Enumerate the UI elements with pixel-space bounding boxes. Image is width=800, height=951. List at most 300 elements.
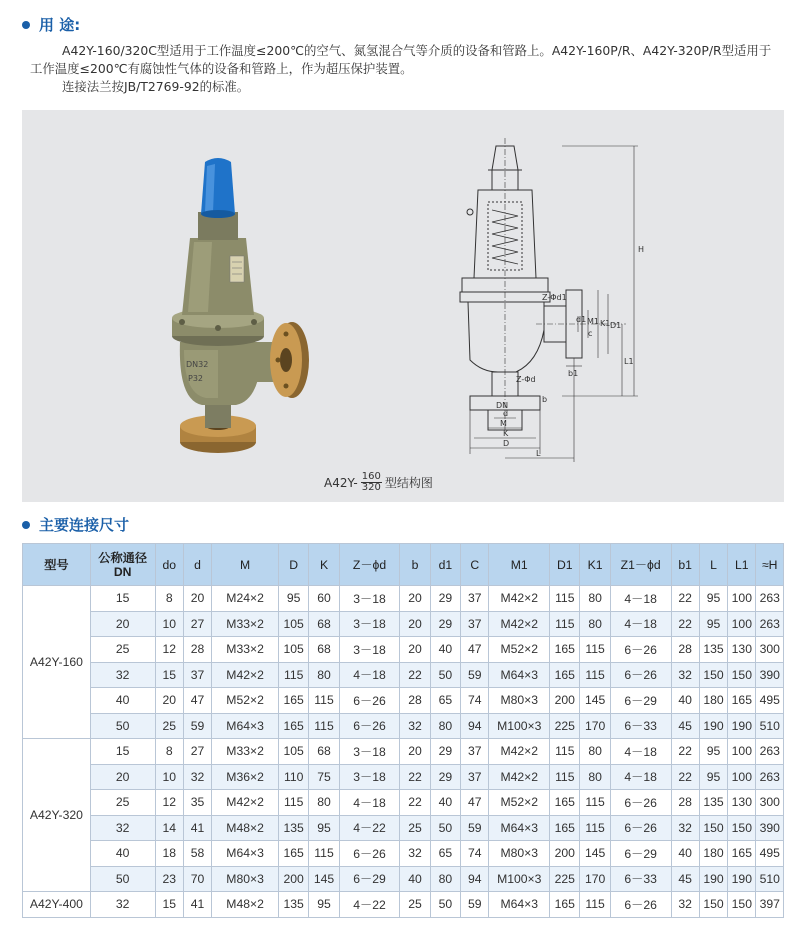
table-cell: 3－18: [339, 586, 400, 612]
table-cell: 50: [90, 713, 155, 739]
table-cell: M80×3: [212, 866, 279, 892]
table-cell: 10: [155, 764, 183, 790]
table-cell: M42×2: [212, 662, 279, 688]
table-cell: 80: [580, 764, 610, 790]
svg-text:L1: L1: [624, 357, 634, 366]
col-header: Z－ϕd: [339, 544, 400, 586]
table-cell: 6－26: [610, 662, 671, 688]
table-cell: 37: [183, 662, 211, 688]
table-cell: M64×3: [489, 662, 550, 688]
col-header: C: [461, 544, 489, 586]
table-cell: 165: [550, 637, 580, 663]
table-cell: 170: [580, 713, 610, 739]
table-cell: 165: [279, 688, 309, 714]
table-cell: 263: [756, 739, 784, 765]
table-cell: 263: [756, 764, 784, 790]
svg-text:Z-Φd: Z-Φd: [516, 375, 536, 384]
table-cell: 68: [309, 611, 339, 637]
table-cell: 4－18: [610, 739, 671, 765]
svg-text:P32: P32: [188, 374, 204, 383]
bullet-icon: [22, 521, 30, 529]
table-cell: 145: [580, 841, 610, 867]
svg-text:K1: K1: [600, 319, 611, 328]
table-cell: 135: [699, 637, 727, 663]
model-cell: A42Y-320: [23, 739, 91, 892]
table-cell: 29: [430, 586, 460, 612]
table-cell: 29: [430, 764, 460, 790]
table-row: [23, 764, 784, 790]
figure-caption: [324, 472, 433, 493]
table-header-row: [23, 544, 784, 586]
table-cell: 40: [90, 841, 155, 867]
table-cell: 6－26: [339, 841, 400, 867]
table-cell: 3－18: [339, 611, 400, 637]
table-cell: 145: [309, 866, 339, 892]
usage-text: [30, 42, 790, 96]
table-cell: M48×2: [212, 815, 279, 841]
table-cell: 35: [183, 790, 211, 816]
table-cell: 12: [155, 790, 183, 816]
table-cell: 390: [756, 815, 784, 841]
table-cell: 170: [580, 866, 610, 892]
table-cell: 495: [756, 688, 784, 714]
table-cell: 4－18: [610, 586, 671, 612]
svg-text:c: c: [588, 329, 593, 338]
table-cell: 6－26: [610, 892, 671, 918]
table-cell: 58: [183, 841, 211, 867]
col-header: M: [212, 544, 279, 586]
col-header: D1: [550, 544, 580, 586]
table-heading: [22, 514, 129, 535]
table-cell: 22: [671, 739, 699, 765]
table-cell: 165: [279, 713, 309, 739]
table-cell: 6－26: [339, 688, 400, 714]
svg-text:b: b: [542, 395, 548, 404]
table-cell: 180: [699, 841, 727, 867]
table-cell: 29: [430, 739, 460, 765]
svg-text:DN32: DN32: [186, 360, 209, 369]
valve-illustration: [22, 110, 784, 502]
table-cell: 27: [183, 739, 211, 765]
table-cell: 4－18: [339, 790, 400, 816]
table-cell: 115: [580, 662, 610, 688]
table-cell: 22: [400, 764, 430, 790]
figure-panel: [22, 110, 784, 502]
table-cell: 115: [550, 764, 580, 790]
table-cell: 135: [699, 790, 727, 816]
table-cell: 263: [756, 586, 784, 612]
table-cell: 8: [155, 586, 183, 612]
svg-text:M1: M1: [587, 317, 599, 326]
table-cell: 180: [699, 688, 727, 714]
table-cell: 59: [461, 662, 489, 688]
table-cell: 27: [183, 611, 211, 637]
table-cell: 22: [671, 764, 699, 790]
model-cell: A42Y-400: [23, 892, 91, 918]
usage-line-1: A42Y-160/320C型适用于工作温度≤200℃的空气、氮氢混合气等介质的设备和管路上。A42Y-160P/R、A42Y-320P/R型适用于: [62, 43, 772, 58]
table-cell: 495: [756, 841, 784, 867]
table-cell: 100: [728, 764, 756, 790]
table-cell: 22: [671, 586, 699, 612]
caption-suffix: 型结构图: [384, 476, 433, 490]
table-cell: 165: [550, 815, 580, 841]
table-row: [23, 662, 784, 688]
table-cell: M42×2: [489, 586, 550, 612]
table-cell: 115: [309, 841, 339, 867]
table-cell: 100: [728, 739, 756, 765]
table-cell: 165: [728, 841, 756, 867]
table-cell: 29: [430, 611, 460, 637]
col-header: L1: [728, 544, 756, 586]
col-header: D: [279, 544, 309, 586]
table-cell: 115: [309, 688, 339, 714]
table-cell: 25: [90, 790, 155, 816]
table-cell: 510: [756, 866, 784, 892]
table-cell: 263: [756, 611, 784, 637]
table-cell: 300: [756, 790, 784, 816]
table-cell: 200: [550, 841, 580, 867]
table-cell: 40: [430, 790, 460, 816]
table-cell: 28: [183, 637, 211, 663]
table-cell: 18: [155, 841, 183, 867]
table-cell: M100×3: [489, 866, 550, 892]
svg-text:D: D: [503, 439, 510, 448]
table-cell: 40: [671, 688, 699, 714]
table-cell: 80: [580, 586, 610, 612]
table-cell: 20: [183, 586, 211, 612]
svg-text:K: K: [503, 429, 509, 438]
table-cell: 50: [430, 892, 460, 918]
table-cell: 70: [183, 866, 211, 892]
table-cell: 150: [728, 815, 756, 841]
table-cell: 20: [400, 739, 430, 765]
col-header: 公称通径 DN: [90, 544, 155, 586]
table-cell: 190: [728, 866, 756, 892]
table-cell: 32: [90, 662, 155, 688]
table-cell: 8: [155, 739, 183, 765]
table-cell: 6－26: [610, 637, 671, 663]
table-cell: 115: [580, 637, 610, 663]
table-cell: 28: [400, 688, 430, 714]
table-cell: 165: [550, 892, 580, 918]
table-cell: 28: [671, 637, 699, 663]
table-cell: M100×3: [489, 713, 550, 739]
table-cell: 510: [756, 713, 784, 739]
table-cell: 150: [728, 892, 756, 918]
table-cell: 50: [90, 866, 155, 892]
table-cell: 115: [580, 815, 610, 841]
table-cell: 25: [400, 815, 430, 841]
table-cell: 4－22: [339, 815, 400, 841]
caption-prefix: A42Y-: [324, 475, 358, 490]
table-cell: 10: [155, 611, 183, 637]
table-cell: 68: [309, 637, 339, 663]
table-cell: 115: [309, 713, 339, 739]
table-row: [23, 637, 784, 663]
col-header: b1: [671, 544, 699, 586]
table-cell: M64×3: [489, 815, 550, 841]
table-cell: 95: [279, 586, 309, 612]
table-cell: 47: [183, 688, 211, 714]
table-cell: 50: [430, 662, 460, 688]
table-cell: 6－33: [610, 713, 671, 739]
table-cell: 45: [671, 713, 699, 739]
table-cell: 150: [699, 892, 727, 918]
table-cell: M52×2: [212, 688, 279, 714]
usage-line-2: 工作温度≤200℃有腐蚀性气体的设备和管路上，作为超压保护装置。: [30, 61, 413, 76]
table-cell: 95: [699, 611, 727, 637]
table-cell: 80: [430, 866, 460, 892]
table-cell: 25: [400, 892, 430, 918]
table-cell: 95: [309, 892, 339, 918]
table-cell: 115: [279, 790, 309, 816]
table-cell: 80: [430, 713, 460, 739]
table-cell: 15: [90, 586, 155, 612]
table-cell: 94: [461, 866, 489, 892]
table-cell: M42×2: [489, 611, 550, 637]
table-cell: 65: [430, 841, 460, 867]
table-cell: 50: [430, 815, 460, 841]
col-header: b: [400, 544, 430, 586]
table-cell: 20: [400, 637, 430, 663]
table-cell: 32: [671, 892, 699, 918]
table-cell: 135: [279, 815, 309, 841]
col-header: L: [699, 544, 727, 586]
table-cell: 37: [461, 739, 489, 765]
table-row: [23, 815, 784, 841]
dimension-table: [22, 543, 784, 918]
table-cell: 115: [580, 892, 610, 918]
table-cell: 32: [400, 841, 430, 867]
table-cell: 59: [461, 815, 489, 841]
table-cell: 32: [183, 764, 211, 790]
table-cell: 165: [550, 790, 580, 816]
table-cell: 20: [90, 764, 155, 790]
table-cell: 68: [309, 739, 339, 765]
table-cell: 95: [699, 586, 727, 612]
table-row: [23, 713, 784, 739]
table-cell: 145: [580, 688, 610, 714]
caption-bottom: 320: [361, 482, 381, 493]
table-cell: 95: [699, 764, 727, 790]
table-cell: 4－18: [610, 764, 671, 790]
svg-text:d1: d1: [576, 315, 587, 324]
table-cell: 6－29: [610, 841, 671, 867]
table-cell: M42×2: [212, 790, 279, 816]
table-cell: 40: [671, 841, 699, 867]
table-cell: M64×3: [489, 892, 550, 918]
table-cell: 300: [756, 637, 784, 663]
table-cell: 80: [309, 790, 339, 816]
table-cell: 135: [279, 892, 309, 918]
table-cell: 94: [461, 713, 489, 739]
table-cell: 6－26: [610, 790, 671, 816]
table-cell: 20: [155, 688, 183, 714]
table-cell: 32: [671, 662, 699, 688]
usage-heading: [22, 14, 80, 35]
table-cell: 105: [279, 739, 309, 765]
table-cell: 130: [728, 637, 756, 663]
table-cell: 190: [728, 713, 756, 739]
table-row: [23, 790, 784, 816]
table-cell: 390: [756, 662, 784, 688]
table-cell: M42×2: [489, 739, 550, 765]
table-cell: 47: [461, 637, 489, 663]
table-cell: 80: [580, 611, 610, 637]
table-cell: 200: [550, 688, 580, 714]
table-cell: 130: [728, 790, 756, 816]
col-header: d: [183, 544, 211, 586]
table-cell: 14: [155, 815, 183, 841]
table-cell: 32: [90, 815, 155, 841]
table-cell: 23: [155, 866, 183, 892]
table-cell: 40: [90, 688, 155, 714]
table-cell: 115: [279, 662, 309, 688]
table-cell: 105: [279, 637, 309, 663]
caption-fraction: [361, 472, 382, 493]
table-cell: 32: [671, 815, 699, 841]
table-cell: 100: [728, 586, 756, 612]
table-cell: 6－26: [339, 713, 400, 739]
table-cell: 20: [400, 586, 430, 612]
table-cell: M36×2: [212, 764, 279, 790]
table-cell: 59: [461, 892, 489, 918]
table-cell: M33×2: [212, 637, 279, 663]
table-cell: 40: [430, 637, 460, 663]
table-cell: 115: [550, 611, 580, 637]
table-cell: 32: [90, 892, 155, 918]
table-cell: 165: [279, 841, 309, 867]
table-cell: M64×3: [212, 713, 279, 739]
table-cell: 65: [430, 688, 460, 714]
usage-heading-text: 用 途:: [39, 16, 81, 34]
table-cell: 28: [671, 790, 699, 816]
table-cell: 190: [699, 866, 727, 892]
table-cell: 20: [90, 611, 155, 637]
usage-line-3: 连接法兰按JB/T2769-92的标准。: [62, 79, 250, 94]
table-cell: 95: [699, 739, 727, 765]
table-row: [23, 866, 784, 892]
table-row: [23, 892, 784, 918]
table-cell: 100: [728, 611, 756, 637]
table-row: [23, 611, 784, 637]
table-cell: 3－18: [339, 637, 400, 663]
table-cell: 22: [400, 790, 430, 816]
table-cell: 32: [400, 713, 430, 739]
table-cell: 165: [728, 688, 756, 714]
caption-top: 160: [361, 471, 381, 482]
valve-photo: [172, 158, 309, 453]
table-cell: 60: [309, 586, 339, 612]
table-cell: 74: [461, 841, 489, 867]
table-cell: 12: [155, 637, 183, 663]
table-cell: 150: [728, 662, 756, 688]
table-cell: 47: [461, 790, 489, 816]
table-cell: 3－18: [339, 739, 400, 765]
table-cell: 150: [699, 662, 727, 688]
col-header: 型号: [23, 544, 91, 586]
table-cell: 59: [183, 713, 211, 739]
table-cell: 4－18: [339, 662, 400, 688]
table-cell: 75: [309, 764, 339, 790]
table-cell: M80×3: [489, 688, 550, 714]
table-row: [23, 841, 784, 867]
table-cell: 115: [550, 739, 580, 765]
table-cell: 3－18: [339, 764, 400, 790]
svg-text:Z-Φd1: Z-Φd1: [542, 293, 567, 302]
col-header: ≈H: [756, 544, 784, 586]
col-header: Z1－ϕd: [610, 544, 671, 586]
col-header: K1: [580, 544, 610, 586]
table-cell: M24×2: [212, 586, 279, 612]
table-cell: 6－26: [610, 815, 671, 841]
table-row: [23, 739, 784, 765]
table-cell: 41: [183, 815, 211, 841]
table-cell: 22: [671, 611, 699, 637]
table-cell: 6－33: [610, 866, 671, 892]
table-cell: 190: [699, 713, 727, 739]
table-cell: 397: [756, 892, 784, 918]
col-header: do: [155, 544, 183, 586]
table-row: [23, 586, 784, 612]
svg-text:D1: D1: [610, 321, 622, 330]
table-heading-text: 主要连接尺寸: [39, 516, 130, 534]
svg-text:M: M: [500, 419, 507, 428]
table-cell: 80: [309, 662, 339, 688]
table-cell: 225: [550, 713, 580, 739]
table-cell: 22: [400, 662, 430, 688]
bullet-icon: [22, 21, 30, 29]
table-cell: 200: [279, 866, 309, 892]
table-cell: 95: [309, 815, 339, 841]
table-cell: 25: [155, 713, 183, 739]
table-cell: M33×2: [212, 739, 279, 765]
table-cell: M80×3: [489, 841, 550, 867]
table-cell: M52×2: [489, 790, 550, 816]
table-cell: 4－22: [339, 892, 400, 918]
table-cell: M64×3: [212, 841, 279, 867]
svg-text:b1: b1: [568, 369, 579, 378]
table-cell: 105: [279, 611, 309, 637]
table-body: [23, 586, 784, 918]
table-cell: 150: [699, 815, 727, 841]
model-cell: A42Y-160: [23, 586, 91, 739]
table-cell: 37: [461, 611, 489, 637]
table-cell: M48×2: [212, 892, 279, 918]
col-header: d1: [430, 544, 460, 586]
col-header: K: [309, 544, 339, 586]
table-cell: 15: [90, 739, 155, 765]
table-cell: 115: [580, 790, 610, 816]
table-cell: M33×2: [212, 611, 279, 637]
svg-text:DN: DN: [496, 401, 509, 410]
table-cell: 40: [400, 866, 430, 892]
table-cell: 80: [580, 739, 610, 765]
table-row: [23, 688, 784, 714]
table-cell: 110: [279, 764, 309, 790]
table-cell: 20: [400, 611, 430, 637]
table-cell: 115: [550, 586, 580, 612]
table-cell: 37: [461, 764, 489, 790]
table-cell: 74: [461, 688, 489, 714]
table-cell: 37: [461, 586, 489, 612]
table-cell: 225: [550, 866, 580, 892]
table-cell: 41: [183, 892, 211, 918]
table-cell: 165: [550, 662, 580, 688]
table-cell: 25: [90, 637, 155, 663]
table-cell: M42×2: [489, 764, 550, 790]
table-cell: 4－18: [610, 611, 671, 637]
